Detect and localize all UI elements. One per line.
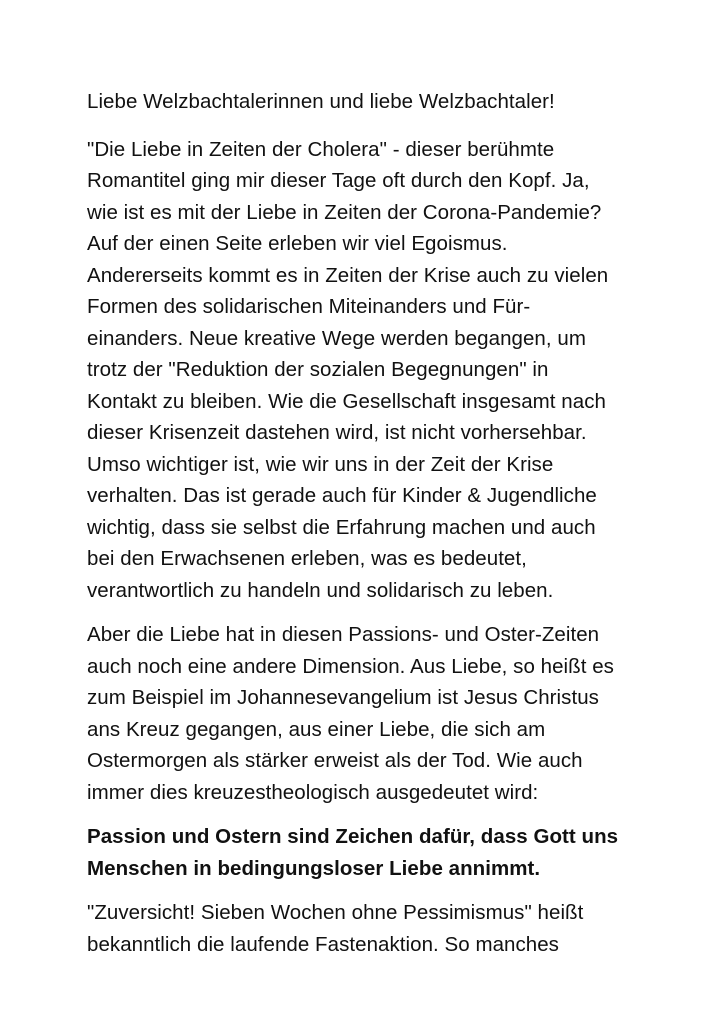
paragraph <box>87 134 687 607</box>
text-line: verantwortlich zu handeln und solidarisch zu leben. <box>87 578 554 602</box>
paragraph <box>87 897 687 960</box>
text-line: bekanntlich die laufende Fastenaktion. So manches <box>87 932 559 956</box>
text-line: Ostermorgen als stärker erweist als der Tod. Wie auch <box>87 749 583 772</box>
text-line: Kontakt zu bleiben. Wie die Gesellschaft insgesamt nach <box>87 389 606 413</box>
text-line: ans Kreuz gegangen, aus einer Liebe, die sich am <box>87 717 546 741</box>
text-line: einanders. Neue kreative Wege werden begangen, um <box>87 326 586 350</box>
paragraphs <box>87 134 687 961</box>
emphasis-paragraph <box>87 821 687 884</box>
text-line: "Die Liebe in Zeiten der Cholera" - dieser berühmte <box>87 137 555 161</box>
text-line: trotz der "Reduktion der sozialen Begegnungen" in <box>87 358 549 381</box>
text-line: auch noch eine andere Dimension. Aus Liebe, so heißt es <box>87 654 614 678</box>
text-line: Aber die Liebe hat in diesen Passions- und Oster-Zeiten <box>87 623 600 646</box>
text-line: Formen des solidarischen Miteinanders und Für- <box>87 295 531 318</box>
text-line: Andererseits kommt es in Zeiten der Krise auch zu vielen <box>87 263 609 287</box>
paragraph <box>87 619 687 808</box>
text-line: verhalten. Das ist gerade auch für Kinder & Jugendliche <box>87 484 597 507</box>
greeting: Liebe Welzbachtalerinnen und liebe Welzbachtaler! <box>87 90 555 113</box>
text-line: Passion und Ostern sind Zeichen dafür, dass Gott uns <box>87 825 619 848</box>
text-line: Auf der einen Seite erleben wir viel Egoismus. <box>87 232 508 255</box>
text-line: "Zuversicht! Sieben Wochen ohne Pessimismus" heißt <box>87 901 584 924</box>
text-line: zum Beispiel im Johannesevangelium ist Jesus Christus <box>87 686 599 709</box>
text-line: dieser Krisenzeit dastehen wird, ist nicht vorhersehbar. <box>87 421 587 444</box>
text-line: Romantitel ging mir dieser Tage oft durch den Kopf. Ja, <box>87 169 590 192</box>
text-line: wie ist es mit der Liebe in Zeiten der Corona-Pandemie? <box>87 200 602 224</box>
text-line: Menschen in bedingungsloser Liebe annimmt. <box>87 856 541 880</box>
text-line: Umso wichtiger ist, wie wir uns in der Zeit der Krise <box>87 452 554 476</box>
text-line: wichtig, dass sie selbst die Erfahrung machen und auch <box>87 515 596 539</box>
letter-body <box>87 86 687 973</box>
text-line: bei den Erwachsenen erleben, was es bedeutet, <box>87 547 527 570</box>
text-line: immer dies kreuzestheologisch ausgedeutet wird: <box>87 780 539 804</box>
